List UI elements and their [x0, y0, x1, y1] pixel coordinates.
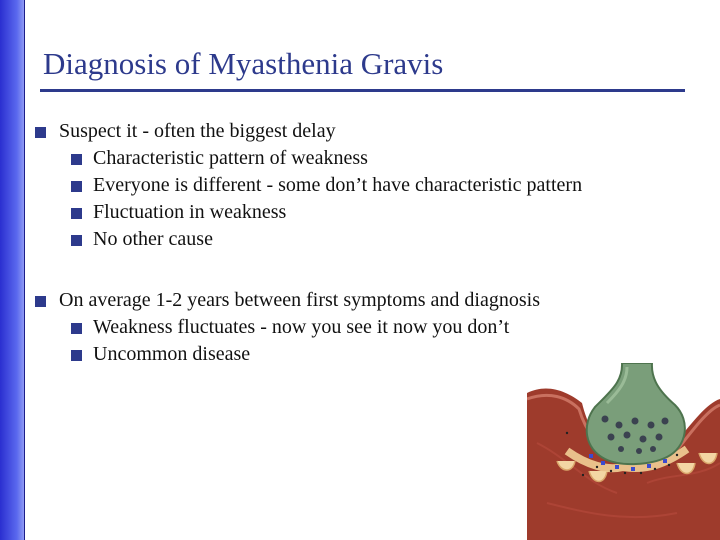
bullet-text: Suspect it - often the biggest delay — [59, 120, 336, 142]
bullet-square-icon — [71, 350, 82, 361]
sub-bullet-item — [35, 199, 635, 226]
bullet-square-icon — [71, 323, 82, 334]
bullet-square-icon — [35, 127, 46, 138]
left-accent-bar — [0, 0, 25, 540]
bullet-item — [35, 287, 635, 314]
bullet-square-icon — [35, 296, 46, 307]
sub-bullet-text: Fluctuation in weakness — [93, 201, 287, 223]
sub-bullet-text: Weakness fluctuates - now you see it now you don’t — [93, 316, 510, 338]
sub-bullet-item — [35, 314, 635, 341]
bullet-item — [35, 118, 635, 145]
sub-bullet-item — [35, 145, 635, 172]
synapse-illustration-icon — [527, 363, 720, 540]
bullet-square-icon — [71, 235, 82, 246]
bullet-list — [35, 118, 635, 368]
slide-title: Diagnosis of Myasthenia Gravis — [43, 46, 444, 81]
sub-bullet-text: No other cause — [93, 228, 213, 250]
bullet-text: On average 1-2 years between first symptoms and diagnosis — [59, 289, 540, 311]
sub-bullet-text: Everyone is different - some don’t have characteristic pattern — [93, 174, 583, 196]
bullet-square-icon — [71, 181, 82, 192]
sub-bullet-text: Uncommon disease — [93, 343, 251, 365]
title-underline — [40, 89, 685, 92]
bullet-square-icon — [71, 208, 82, 219]
sub-bullet-item — [35, 172, 635, 199]
bullet-square-icon — [71, 154, 82, 165]
sub-bullet-text: Characteristic pattern of weakness — [93, 147, 368, 169]
sub-bullet-item — [35, 226, 635, 253]
